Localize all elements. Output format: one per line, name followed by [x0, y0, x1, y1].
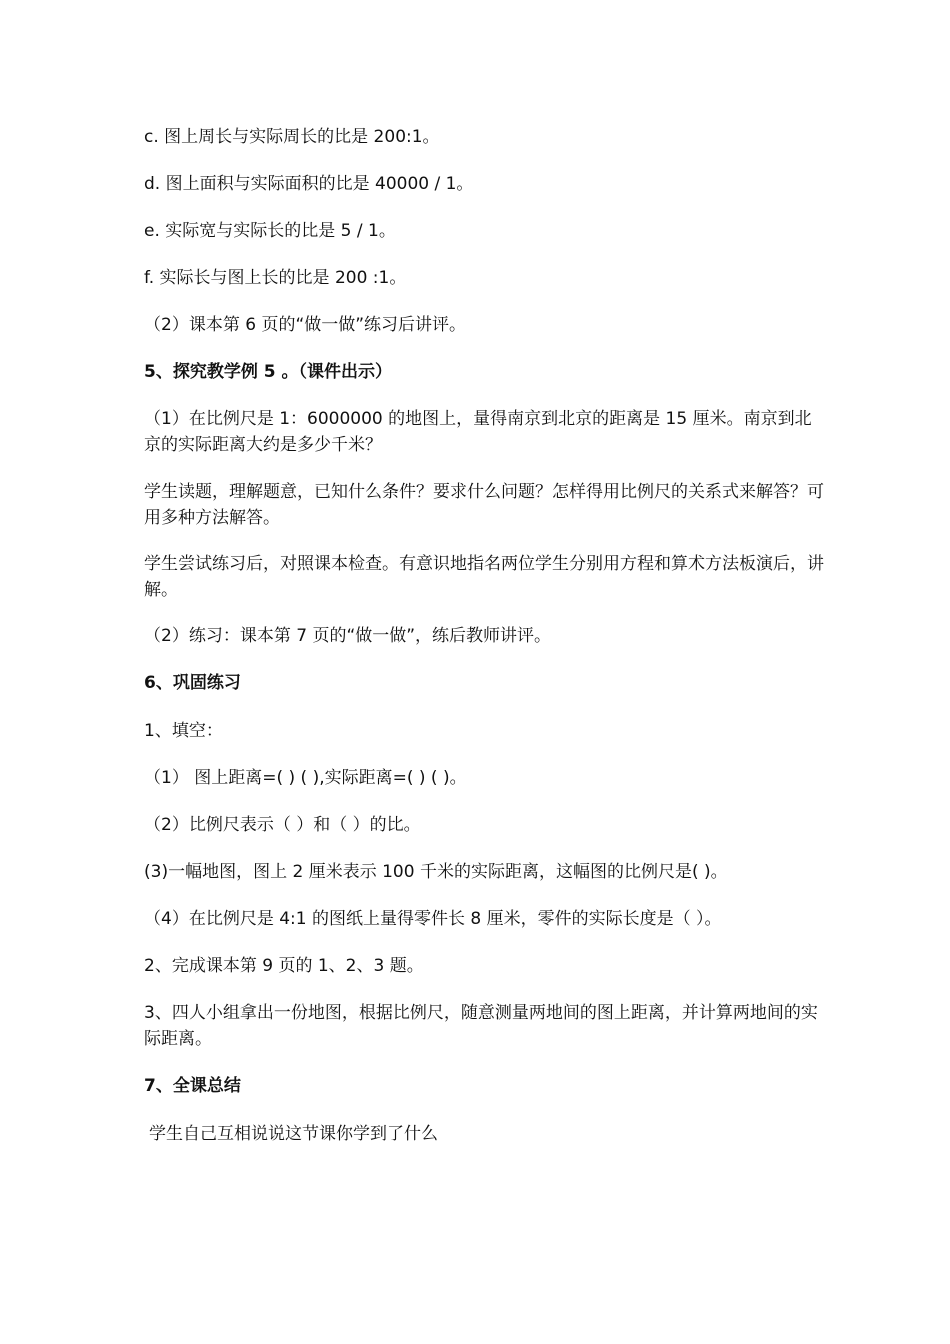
item-f: f. 实际长与图上长的比是 200 :1。	[144, 268, 407, 288]
item-e: e. 实际宽与实际长的比是 5 / 1。	[144, 221, 396, 241]
paragraph-practice: 学生尝试练习后，对照课本检查。有意识地指名两位学生分别用方程和算术方法板演后，讲解。	[144, 554, 824, 600]
question-1-2: （2）比例尺表示（ ）和（ ）的比。	[144, 815, 421, 835]
heading-6: 6、巩固练习	[144, 673, 241, 693]
item-c: c. 图上周长与实际周长的比是 200:1。	[144, 127, 440, 147]
question-1-title: 1、填空：	[144, 721, 223, 741]
item-d: d. 图上面积与实际面积的比是 40000 / 1。	[144, 174, 474, 194]
question-3: 3、四人小组拿出一份地图，根据比例尺，随意测量两地间的图上距离，并计算两地间的实际距离。	[144, 1003, 818, 1049]
question-2: 2、完成课本第 9 页的 1、2、3 题。	[144, 956, 424, 976]
paragraph-summary: 学生自己互相说说这节课你学到了什么	[149, 1124, 438, 1144]
question-1-3: (3)一幅地图，图上 2 厘米表示 100 千米的实际距离，这幅图的比例尺是( )。	[144, 862, 728, 882]
heading-7: 7、全课总结	[144, 1076, 241, 1096]
question-1-4: （4）在比例尺是 4:1 的图纸上量得零件长 8 厘米，零件的实际长度是（ ）。	[144, 909, 722, 929]
question-1-1: （1） 图上距离=( ) ( ),实际距离=( ) ( )。	[144, 768, 467, 788]
paragraph-read-question: 学生读题，理解题意，已知什么条件？要求什么问题？怎样得用比例尺的关系式来解答？可用多种方法解答。	[144, 482, 824, 528]
heading-5: 5、探究教学例 5 。（课件出示）	[144, 362, 392, 382]
paragraph-exercise-7: （2）练习：课本第 7 页的“做一做”，练后教师讲评。	[144, 626, 552, 646]
paragraph-example-5: （1）在比例尺是 1：6000000 的地图上，量得南京到北京的距离是 15 厘米。南京到北京的实际距离大约是多少千米？	[144, 409, 812, 455]
paragraph-exercise-6: （2）课本第 6 页的“做一做”练习后讲评。	[144, 315, 467, 335]
